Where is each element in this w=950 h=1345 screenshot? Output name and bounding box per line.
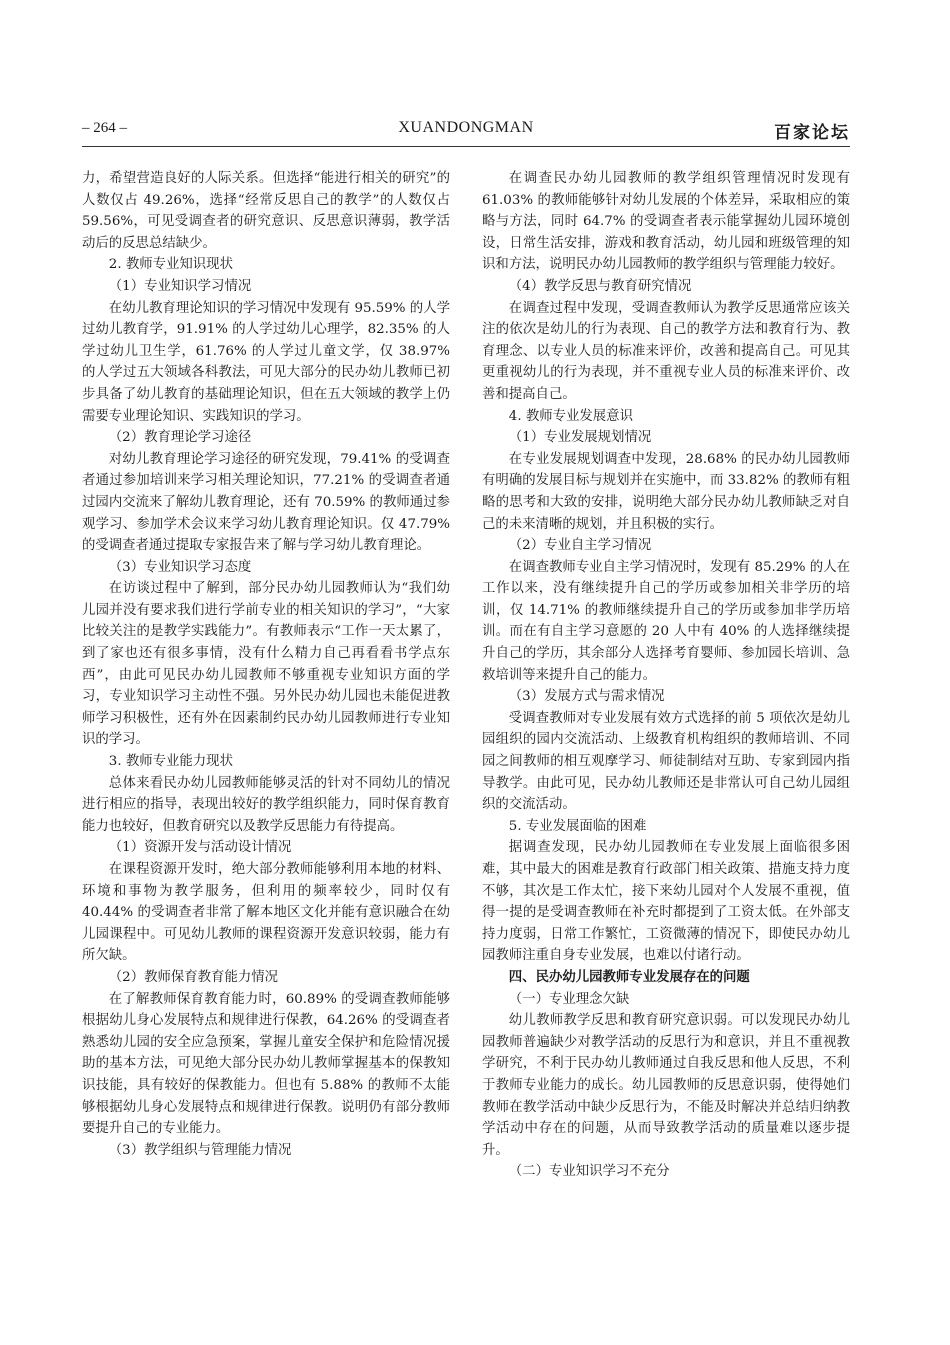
right-column (482, 168, 850, 1183)
subsection-heading: （一）专业理念欠缺 (508, 991, 630, 1007)
subsection-heading: （4）教学反思与教育研究情况 (508, 278, 692, 294)
left-column (82, 168, 450, 1161)
subsection-heading: （3）专业知识学习态度 (108, 559, 252, 575)
paragraph: 在调查过程中发现，受调查教师认为教学反思通常应该关注的依次是幼儿的行为表现、自己的教学方法和教育行为、教育理念、以专业人员的标准来评价，改善和提高自己。可见其更重视幼儿的行为表现，并不重视专业人员的标准来评价、改善和提高自己。 (482, 300, 850, 402)
page-number: – 264 – (82, 120, 127, 136)
paragraph: 在访谈过程中了解到，部分民办幼儿园教师认为“我们幼儿园并没有要求我们进行学前专业的相关知识的学习”，“大家比较关注的是教学实践能力”。有教师表示“工作一天太累了，到了家也还有很多事情，没有什么精力自己再看看书学点东西”，由此可见民办幼儿园教师不够重视专业知识方面的学习，专业知识学习主动性不强。另外民办幼儿园也未能促进教师学习积极性，还有外在因素制约民办幼儿园教师进行专业知识的学习。 (82, 581, 450, 748)
section-heading: 2. 教师专业知识现状 (108, 257, 233, 273)
subsection-heading: （2）教育理论学习途径 (108, 430, 252, 446)
paragraph: 总体来看民办幼儿园教师能够灵活的针对不同幼儿的情况进行相应的指导，表现出较好的教学组织能力，同时保育教育能力也较好，但教育研究以及教学反思能力有待提高。 (82, 775, 450, 834)
section-heading: 4. 教师专业发展意识 (508, 408, 633, 424)
paragraph: 力，希望营造良好的人际关系。但选择“能进行相关的研究”的人数仅占 49.26%，选择“经常反思自己的教学”的人数仅占 59.56%，可见受调查者的研究意识、反思意识薄弱，教学活动后的反思总结缺少。 (82, 171, 450, 251)
paragraph: 在专业发展规划调查中发现，28.68% 的民办幼儿园教师有明确的发展目标与规划并在实施中，而 33.82% 的教师有粗略的思考和大致的安排，说明绝大部分民办幼儿教师缺乏对自己的未来清晰的规划，并且积极的实行。 (482, 451, 850, 532)
paragraph: 幼儿教师教学反思和教育研究意识弱。可以发现民办幼儿园教师普遍缺少对教学活动的反思行为和意识，并且不重视教学研究，不利于民办幼儿教师通过自我反思和他人反思，不利于教师专业能力的成长。幼儿园教师的反思意识弱，使得她们教师在教学活动中缺少反思行为，不能及时解决并总结归纳教学活动中存在的问题，从而导致教学活动的质量难以逐步提升。 (482, 1013, 850, 1158)
paragraph: 据调查发现，民办幼儿园教师在专业发展上面临很多困难，其中最大的困难是教育行政部门相关政策、措施支持力度不够，其次是工作太忙，接下来幼儿园对个人发展不重视，值得一提的是受调查教师在补充时都提到了工资太低。在外部支持力度弱，日常工作繁忙，工资微薄的情况下，即使民办幼儿园教师注重自身专业发展，也难以付诸行动。 (482, 840, 850, 964)
section-heading: 5. 专业发展面临的困难 (508, 818, 647, 834)
journal-name: XUANDONGMAN (398, 119, 534, 136)
subsection-heading: （1）资源开发与活动设计情况 (108, 840, 292, 856)
subsection-heading: （二）专业知识学习不充分 (508, 1164, 670, 1180)
paragraph: 在幼儿教育理论知识的学习情况中发现有 95.59% 的人学过幼儿教育学，91.91% 的人学过幼儿心理学，82.35% 的人学过幼儿卫生学，61.76% 的人学过儿童文学，仅 38.97% 的人学过五大领域各科教法，可见大部分的民办幼儿教师已初步具备了幼儿教育的基础理论知识，但在五大领域的教学上仍需要专业理论知识、实践知识的学习。 (82, 300, 450, 424)
paragraph: 对幼儿教育理论学习途径的研究发现，79.41% 的受调查者通过参加培训来学习相关理论知识，77.21% 的受调查者通过园内交流来了解幼儿教育理论，还有 70.59% 的教师通过参观学习、参加学术会议来学习幼儿教育理论知识。仅 47.79% 的受调查者通过提取专家报告来了解与学习幼儿教育理论。 (82, 451, 450, 554)
running-header (82, 118, 850, 144)
paragraph: 在调查教师专业自主学习情况时，发现有 85.29% 的人在工作以来，没有继续提升自己的学历或参加相关非学历的培训，仅 14.71% 的教师继续提升自己的学历或参加非学历培训。而在有自主学习意愿的 20 人中有 40% 的人选择继续提升自己的学历，其余部分人选择考育婴师、参加园长培训、急救培训等来提升自己的能力。 (482, 559, 850, 683)
header-rule (82, 146, 850, 147)
paragraph: 在调查民办幼儿园教师的教学组织管理情况时发现有 61.03% 的教师能够针对幼儿发展的个体差异，采取相应的策略与方法，同时 64.7% 的受调查者表示能掌握幼儿园环境创设，日常生活安排，游戏和教育活动，幼儿园和班级管理的知识和方法，说明民办幼儿园教师的教学组织与管理能力较好。 (482, 171, 850, 273)
paragraph: 在课程资源开发时，绝大部分教师能够利用本地的材料、环境和事物为教学服务，但利用的频率较少，同时仅有 40.44% 的受调查者非常了解本地区文化并能有意识融合在幼儿园课程中。可见幼儿教师的课程资源开发意识较弱，能力有所欠缺。 (82, 862, 450, 964)
chapter-heading: 四、民办幼儿园教师专业发展存在的问题 (508, 969, 750, 985)
column-name: 百家论坛 (774, 123, 850, 143)
subsection-heading: （3）教学组织与管理能力情况 (108, 1142, 292, 1158)
paragraph: 受调查教师对专业发展有效方式选择的前 5 项依次是幼儿园组织的园内交流活动、上级教育机构组织的教师培训、不同园之间教师的相互观摩学习、师徒制结对互助、专家到园内指导教学。由此可见，民办幼儿教师还是非常认可自己幼儿园组织的交流活动。 (482, 710, 850, 813)
subsection-heading: （2）教师保育教育能力情况 (108, 969, 279, 985)
paragraph: 在了解教师保育教育能力时，60.89% 的受调查教师能够根据幼儿身心发展特点和规律进行保教，64.26% 的受调查者熟悉幼儿园的安全应急预案，掌握儿童安全保护和危险情况援助的基本方法，可见绝大部分民办幼儿教师掌握基本的保教知识技能，具有较好的保教能力。但也有 5.88% 的教师不太能够根据幼儿身心发展特点和规律进行保教。说明仍有部分教师要提升自己的专业能力。 (82, 991, 450, 1137)
section-heading: 3. 教师专业能力现状 (108, 754, 233, 770)
subsection-heading: （3）发展方式与需求情况 (508, 689, 665, 705)
subsection-heading: （1）专业知识学习情况 (108, 278, 252, 294)
subsection-heading: （1）专业发展规划情况 (508, 430, 652, 446)
subsection-heading: （2）专业自主学习情况 (508, 538, 652, 554)
